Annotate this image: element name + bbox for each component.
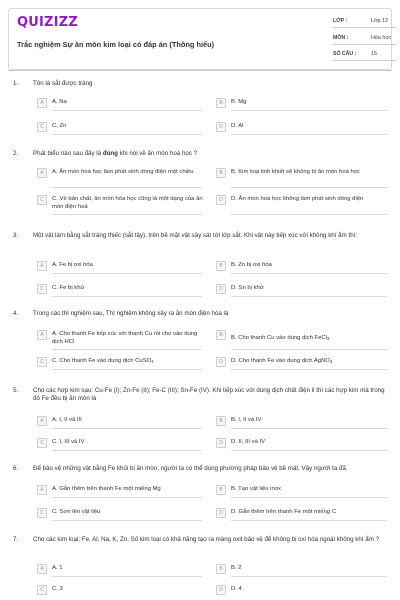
option-d[interactable] [216, 357, 392, 370]
option-c[interactable] [37, 438, 207, 451]
option-underline [52, 187, 202, 188]
option-d[interactable] [216, 585, 392, 598]
option-letter-box: D [216, 508, 226, 518]
option-text: A. 1 [52, 565, 63, 571]
option-text: A. Na [52, 99, 67, 105]
option-text: C. Fe bị khử [52, 285, 85, 291]
option-underline [52, 134, 202, 135]
quizizz-logo: QUIZIZZ [17, 15, 78, 30]
option-text: B. Zn bị oxi hóa [231, 262, 272, 268]
option-letter-box: C [37, 508, 47, 518]
option-c[interactable] [37, 508, 207, 521]
option-underline [231, 428, 387, 429]
option-a[interactable] [37, 416, 207, 429]
option-b[interactable] [216, 564, 392, 577]
option-underline [52, 296, 202, 297]
option-underline [231, 520, 387, 521]
option-a[interactable] [37, 168, 207, 181]
header-divider [8, 70, 392, 71]
option-underline [52, 576, 202, 577]
option-letter-box: C [37, 284, 47, 294]
option-a[interactable] [37, 485, 207, 498]
option-letter-box: A [37, 564, 47, 574]
option-b[interactable] [216, 261, 392, 274]
option-underline [52, 369, 202, 370]
option-text-main: C. Cho thanh Fe vào dung dịch CuSO [52, 358, 152, 364]
option-text: A. Fe bị oxi hóa [52, 262, 93, 268]
option-underline [231, 214, 387, 215]
option-underline [231, 273, 387, 274]
option-d[interactable] [216, 438, 392, 451]
option-text [52, 358, 212, 366]
option-text: D. Sn bị khử [231, 285, 264, 291]
meta-underline [333, 60, 397, 61]
option-letter-box: B [216, 485, 226, 495]
option-c[interactable] [37, 284, 207, 297]
page-title: Trắc nghiệm Sự ăn mòn kim loại có đáp án (Thông hiểu) [17, 40, 215, 49]
option-text: C. 3 [52, 586, 63, 592]
option-underline [52, 273, 202, 274]
option-text: C. Về bản chất, ăn mòn hóa học cũng là một dạng của ăn mòn điện hoá [52, 196, 203, 210]
meta-value: Lớp 12 [371, 18, 389, 24]
option-text: B. Mg [231, 99, 247, 105]
option-letter-box: D [216, 284, 226, 294]
meta-question-count [333, 48, 397, 64]
option-text-main: B. Cho thanh Cu vào dung dịch FeCl [231, 335, 327, 341]
question-text: Trong các thí nghiệm sau, Thí nghiệm không xảy ra ăn mòn điện hóa là [33, 310, 229, 317]
option-text: D. 4 [231, 586, 242, 592]
option-c[interactable] [37, 357, 207, 370]
question-text-emphasis: đúng [102, 150, 118, 157]
question-number: 2. [13, 150, 19, 157]
option-text: C. Sơn lên vật liệu [52, 509, 101, 515]
option-underline [231, 134, 387, 135]
meta-underline [333, 44, 397, 45]
option-text-subscript: 3 [326, 336, 330, 341]
option-underline [52, 450, 202, 451]
option-letter-box: A [37, 330, 47, 340]
question-text-part: khi nói về ăn mòn hoá học ? [117, 150, 198, 157]
option-underline [231, 576, 387, 577]
option-text-main: D. Cho thanh Fe vào dung dịch AgNO [231, 358, 330, 364]
option-text: A. I, II và III [52, 417, 82, 423]
option-letter-box: A [37, 416, 47, 426]
option-letter-box: D [216, 438, 226, 448]
option-text: B. 2 [231, 565, 242, 571]
meta-subject [333, 32, 397, 48]
option-a[interactable] [37, 261, 207, 274]
option-underline [231, 187, 387, 188]
meta-underline [333, 27, 397, 28]
option-c[interactable] [37, 585, 207, 598]
question-number: 7. [13, 536, 19, 543]
option-underline [52, 349, 202, 350]
option-a[interactable] [37, 564, 207, 577]
meta-label: MÔN : [333, 35, 349, 41]
option-letter-box: D [216, 585, 226, 595]
option-text: D. Al [231, 123, 244, 129]
option-text [231, 335, 391, 343]
option-letter-box: A [37, 98, 47, 108]
option-letter-box: D [216, 195, 226, 205]
worksheet-header [8, 8, 392, 70]
option-text: A. Cho thanh Fe tiếp xúc với thanh Cu rồi cho vào dung dịch HCl [52, 331, 198, 345]
option-text: A. Gắn thêm trên thanh Fe một miếng Mg [52, 486, 161, 492]
option-letter-box: B [216, 261, 226, 271]
option-d[interactable] [216, 122, 392, 135]
option-text-subscript: 4 [151, 359, 154, 364]
option-underline [231, 349, 387, 350]
option-letter-box: B [216, 98, 226, 108]
option-underline [52, 520, 202, 521]
option-c[interactable] [37, 195, 207, 208]
option-letter-box: A [37, 168, 47, 178]
option-letter-box: C [37, 438, 47, 448]
option-letter-box: D [216, 357, 226, 367]
option-text: D. II, III và IV [231, 439, 266, 445]
option-a[interactable] [37, 98, 207, 111]
option-letter-box: C [37, 357, 47, 367]
option-underline [231, 497, 387, 498]
option-underline [231, 110, 387, 111]
question-text: Để bảo vệ những vật bằng Fe khỏi bị ăn mòn, người ta có thể dùng phương pháp bảo vệ bề mặt. Vậy người ta đã [33, 465, 346, 472]
option-d[interactable] [216, 508, 392, 521]
option-letter-box: C [37, 195, 47, 205]
option-letter-box: D [216, 122, 226, 132]
option-text: A. Ăn mòn hoá học làm phát sinh dòng điện một chiều [52, 169, 194, 175]
option-d[interactable] [216, 284, 392, 297]
option-text: B. I, II và IV [231, 417, 262, 423]
meta-label: LỚP : [333, 18, 348, 24]
option-underline [231, 296, 387, 297]
option-letter-box: C [37, 122, 47, 132]
option-a[interactable] [37, 330, 207, 343]
option-underline [52, 497, 202, 498]
option-letter-box: A [37, 485, 47, 495]
option-b[interactable] [216, 330, 392, 343]
question-text: Tôn là sắt được tráng [33, 80, 93, 87]
option-text [231, 358, 391, 366]
option-letter-box: C [37, 585, 47, 595]
option-text: C. Zn [52, 123, 67, 129]
option-letter-box: B [216, 564, 226, 574]
option-letter-box: B [216, 330, 226, 340]
option-text: C. I, III và IV [52, 439, 85, 445]
option-d[interactable] [216, 195, 392, 208]
question-text-part: Phát biểu nào sau đây là [33, 150, 103, 157]
option-text: D. Gắn thêm trên thanh Fe một miếng C [231, 509, 337, 515]
option-underline [52, 214, 202, 215]
option-text: D. Ăn mòn hoá học không làm phát sinh dòng điện [231, 196, 364, 202]
question-number: 4. [13, 310, 19, 317]
meta-class [333, 15, 397, 31]
question-text: Một vật làm bằng sắt tráng thiếc (sắt tây), trên bề mặt vật sây sát tới lớp sắt. Khi vật này tiếp xúc với không khí ẩm thì: [33, 232, 358, 239]
option-text-subscript: 3 [329, 359, 333, 364]
option-letter-box: A [37, 261, 47, 271]
meta-value: 15 [371, 51, 377, 57]
option-text: B. Kim loại tinh khiết sẽ không bị ăn mòn hoá học [231, 169, 361, 175]
option-underline [52, 428, 202, 429]
option-b[interactable] [216, 485, 392, 498]
question-text: Cho các hợp kim sau: Cu-Fe (I); Zn-Fe (II); Fe-C (III); Sn-Fe (IV). Khi tiếp xúc với dung dịch chất điện li thì các hợp kim mà trong đó Fe đều bị ăn mòn là [33, 387, 385, 402]
option-c[interactable] [37, 122, 207, 135]
question-text [33, 150, 391, 158]
option-letter-box: B [216, 416, 226, 426]
option-b[interactable] [216, 168, 392, 181]
option-b[interactable] [216, 416, 392, 429]
question-number: 5. [13, 387, 19, 394]
meta-value: Hóa học [371, 35, 392, 41]
question-number: 1. [13, 80, 19, 87]
question-number: 3. [13, 232, 19, 239]
option-underline [52, 110, 202, 111]
question-number: 6. [13, 465, 19, 472]
option-letter-box: B [216, 168, 226, 178]
option-b[interactable] [216, 98, 392, 111]
meta-label: SỐ CÂU : [333, 51, 357, 57]
question-text: Cho các kim loại: Fe, Al, Na, K, Zn. Số kim loại có khả năng tạo ra màng oxit bảo vệ để không bị oxi hóa ngoài không khí ẩm ? [33, 536, 380, 543]
option-underline [231, 369, 387, 370]
option-underline [231, 450, 387, 451]
option-text: B. Tạo vật liệu inox [231, 486, 281, 492]
